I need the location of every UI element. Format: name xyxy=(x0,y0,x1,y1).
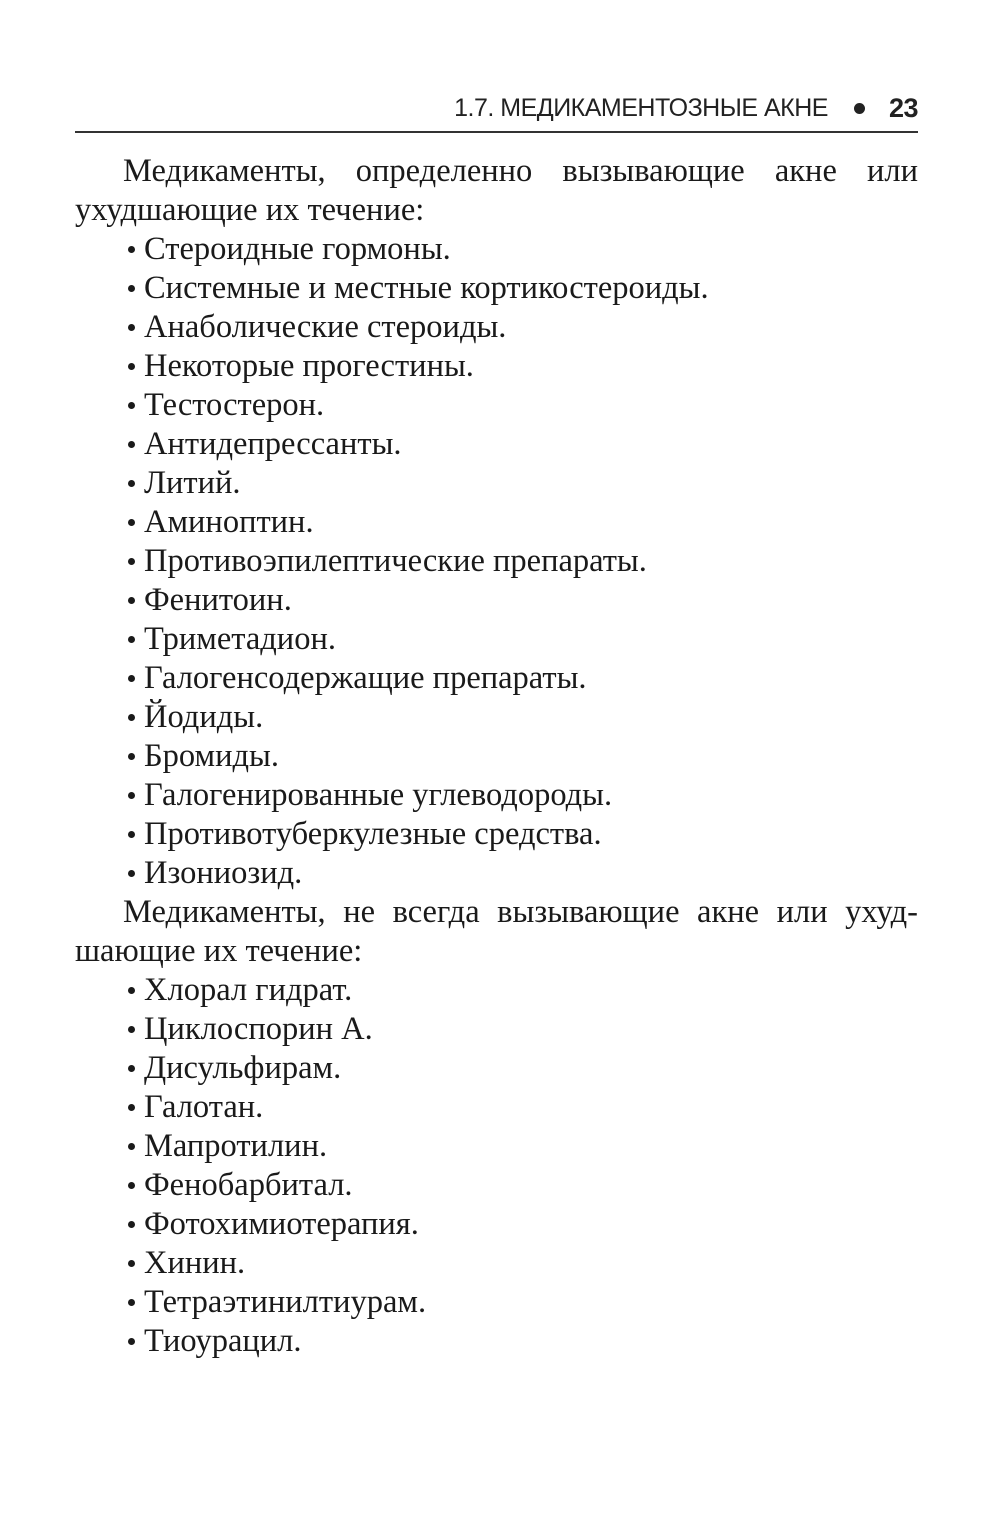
bullet-icon xyxy=(128,870,135,877)
list-item xyxy=(128,1088,918,1127)
list-item-text: Йодиды. xyxy=(144,699,264,735)
list-item xyxy=(128,854,918,893)
section1-list xyxy=(75,230,918,893)
bullet-icon xyxy=(128,753,135,760)
list-item xyxy=(128,542,918,581)
header-rule xyxy=(75,131,918,133)
list-item xyxy=(128,815,918,854)
bullet-icon xyxy=(128,1260,135,1267)
list-item-text: Аминоптин. xyxy=(144,504,314,540)
list-item xyxy=(128,1166,918,1205)
bullet-icon xyxy=(128,441,135,448)
list-item xyxy=(128,230,918,269)
bullet-icon xyxy=(128,1065,135,1072)
list-item-text: Противоэпилептические препараты. xyxy=(144,543,647,579)
list-item xyxy=(128,698,918,737)
list-item xyxy=(128,971,918,1010)
bullet-icon xyxy=(128,1299,135,1306)
list-item xyxy=(128,659,918,698)
list-item xyxy=(128,1244,918,1283)
list-item-text: Триметадион. xyxy=(144,621,336,657)
list-item xyxy=(128,347,918,386)
list-item-text: Фенитоин. xyxy=(144,582,292,618)
bullet-icon xyxy=(128,285,135,292)
bullet-icon xyxy=(128,714,135,721)
list-item-text: Галогенсодержащие препараты. xyxy=(144,660,587,696)
bullet-icon xyxy=(128,792,135,799)
list-item xyxy=(128,1322,918,1361)
list-item-text: Некоторые прогестины. xyxy=(144,348,474,384)
list-item-text: Стероидные гормоны. xyxy=(144,231,451,267)
list-item-text: Галогенированные углеводороды. xyxy=(144,777,613,813)
list-item xyxy=(128,1205,918,1244)
list-item xyxy=(128,737,918,776)
page-number: 23 xyxy=(888,92,918,123)
list-item-text: Хлорал гидрат. xyxy=(144,972,353,1008)
bullet-icon xyxy=(128,1143,135,1150)
bullet-icon xyxy=(128,1221,135,1228)
list-item-text: Тетраэтинилтиурам. xyxy=(144,1284,427,1320)
bullet-icon xyxy=(128,675,135,682)
list-item-text: Циклоспорин А. xyxy=(144,1011,373,1047)
list-item xyxy=(128,1127,918,1166)
list-item xyxy=(128,269,918,308)
list-item-text: Тестостерон. xyxy=(144,387,325,423)
list-item xyxy=(128,1049,918,1088)
list-item-text: Системные и местные кортикостероиды. xyxy=(144,270,709,306)
list-item xyxy=(128,503,918,542)
list-item xyxy=(128,581,918,620)
header-bullet-icon xyxy=(854,103,865,114)
list-item xyxy=(128,308,918,347)
bullet-icon xyxy=(128,1026,135,1033)
list-item-text: Галотан. xyxy=(144,1089,264,1125)
list-item-text: Дисульфирам. xyxy=(144,1050,342,1086)
list-item-text: Изониозид. xyxy=(144,855,303,891)
bullet-icon xyxy=(128,363,135,370)
bullet-icon xyxy=(128,246,135,253)
bullet-icon xyxy=(128,402,135,409)
bullet-icon xyxy=(128,597,135,604)
list-item xyxy=(128,620,918,659)
list-item-text: Бромиды. xyxy=(144,738,279,774)
bullet-icon xyxy=(128,480,135,487)
list-item-text: Фенобарбитал. xyxy=(144,1167,353,1203)
section2-intro: Медикаменты, не всегда вызывающие акне или ухудшающие их течение: xyxy=(75,894,918,969)
bullet-icon xyxy=(128,324,135,331)
list-item xyxy=(128,776,918,815)
list-item-text: Антидепрессанты. xyxy=(144,426,402,462)
section2-list xyxy=(75,971,918,1361)
list-item xyxy=(128,386,918,425)
bullet-icon xyxy=(128,519,135,526)
list-item xyxy=(128,464,918,503)
section-title: 1.7. МЕДИКАМЕНТОЗНЫЕ АКНЕ xyxy=(454,93,828,122)
running-head xyxy=(75,88,918,128)
list-item-text: Хинин. xyxy=(144,1245,246,1281)
section1-intro: Медикаменты, определенно вызывающие акне или ухудшающие их течение: xyxy=(75,153,918,228)
bullet-icon xyxy=(128,1338,135,1345)
page-body xyxy=(75,152,918,1361)
list-item xyxy=(128,1010,918,1049)
list-item-text: Фотохимиотерапия. xyxy=(144,1206,419,1242)
list-item-text: Мапротилин. xyxy=(144,1128,328,1164)
bullet-icon xyxy=(128,1182,135,1189)
list-item xyxy=(128,425,918,464)
bullet-icon xyxy=(128,987,135,994)
list-item-text: Анаболические стероиды. xyxy=(144,309,507,345)
list-item-text: Литий. xyxy=(144,465,241,501)
bullet-icon xyxy=(128,636,135,643)
list-item xyxy=(128,1283,918,1322)
bullet-icon xyxy=(128,1104,135,1111)
list-item-text: Противотуберкулезные средства. xyxy=(144,816,602,852)
bullet-icon xyxy=(128,558,135,565)
bullet-icon xyxy=(128,831,135,838)
list-item-text: Тиоурацил. xyxy=(144,1323,302,1359)
